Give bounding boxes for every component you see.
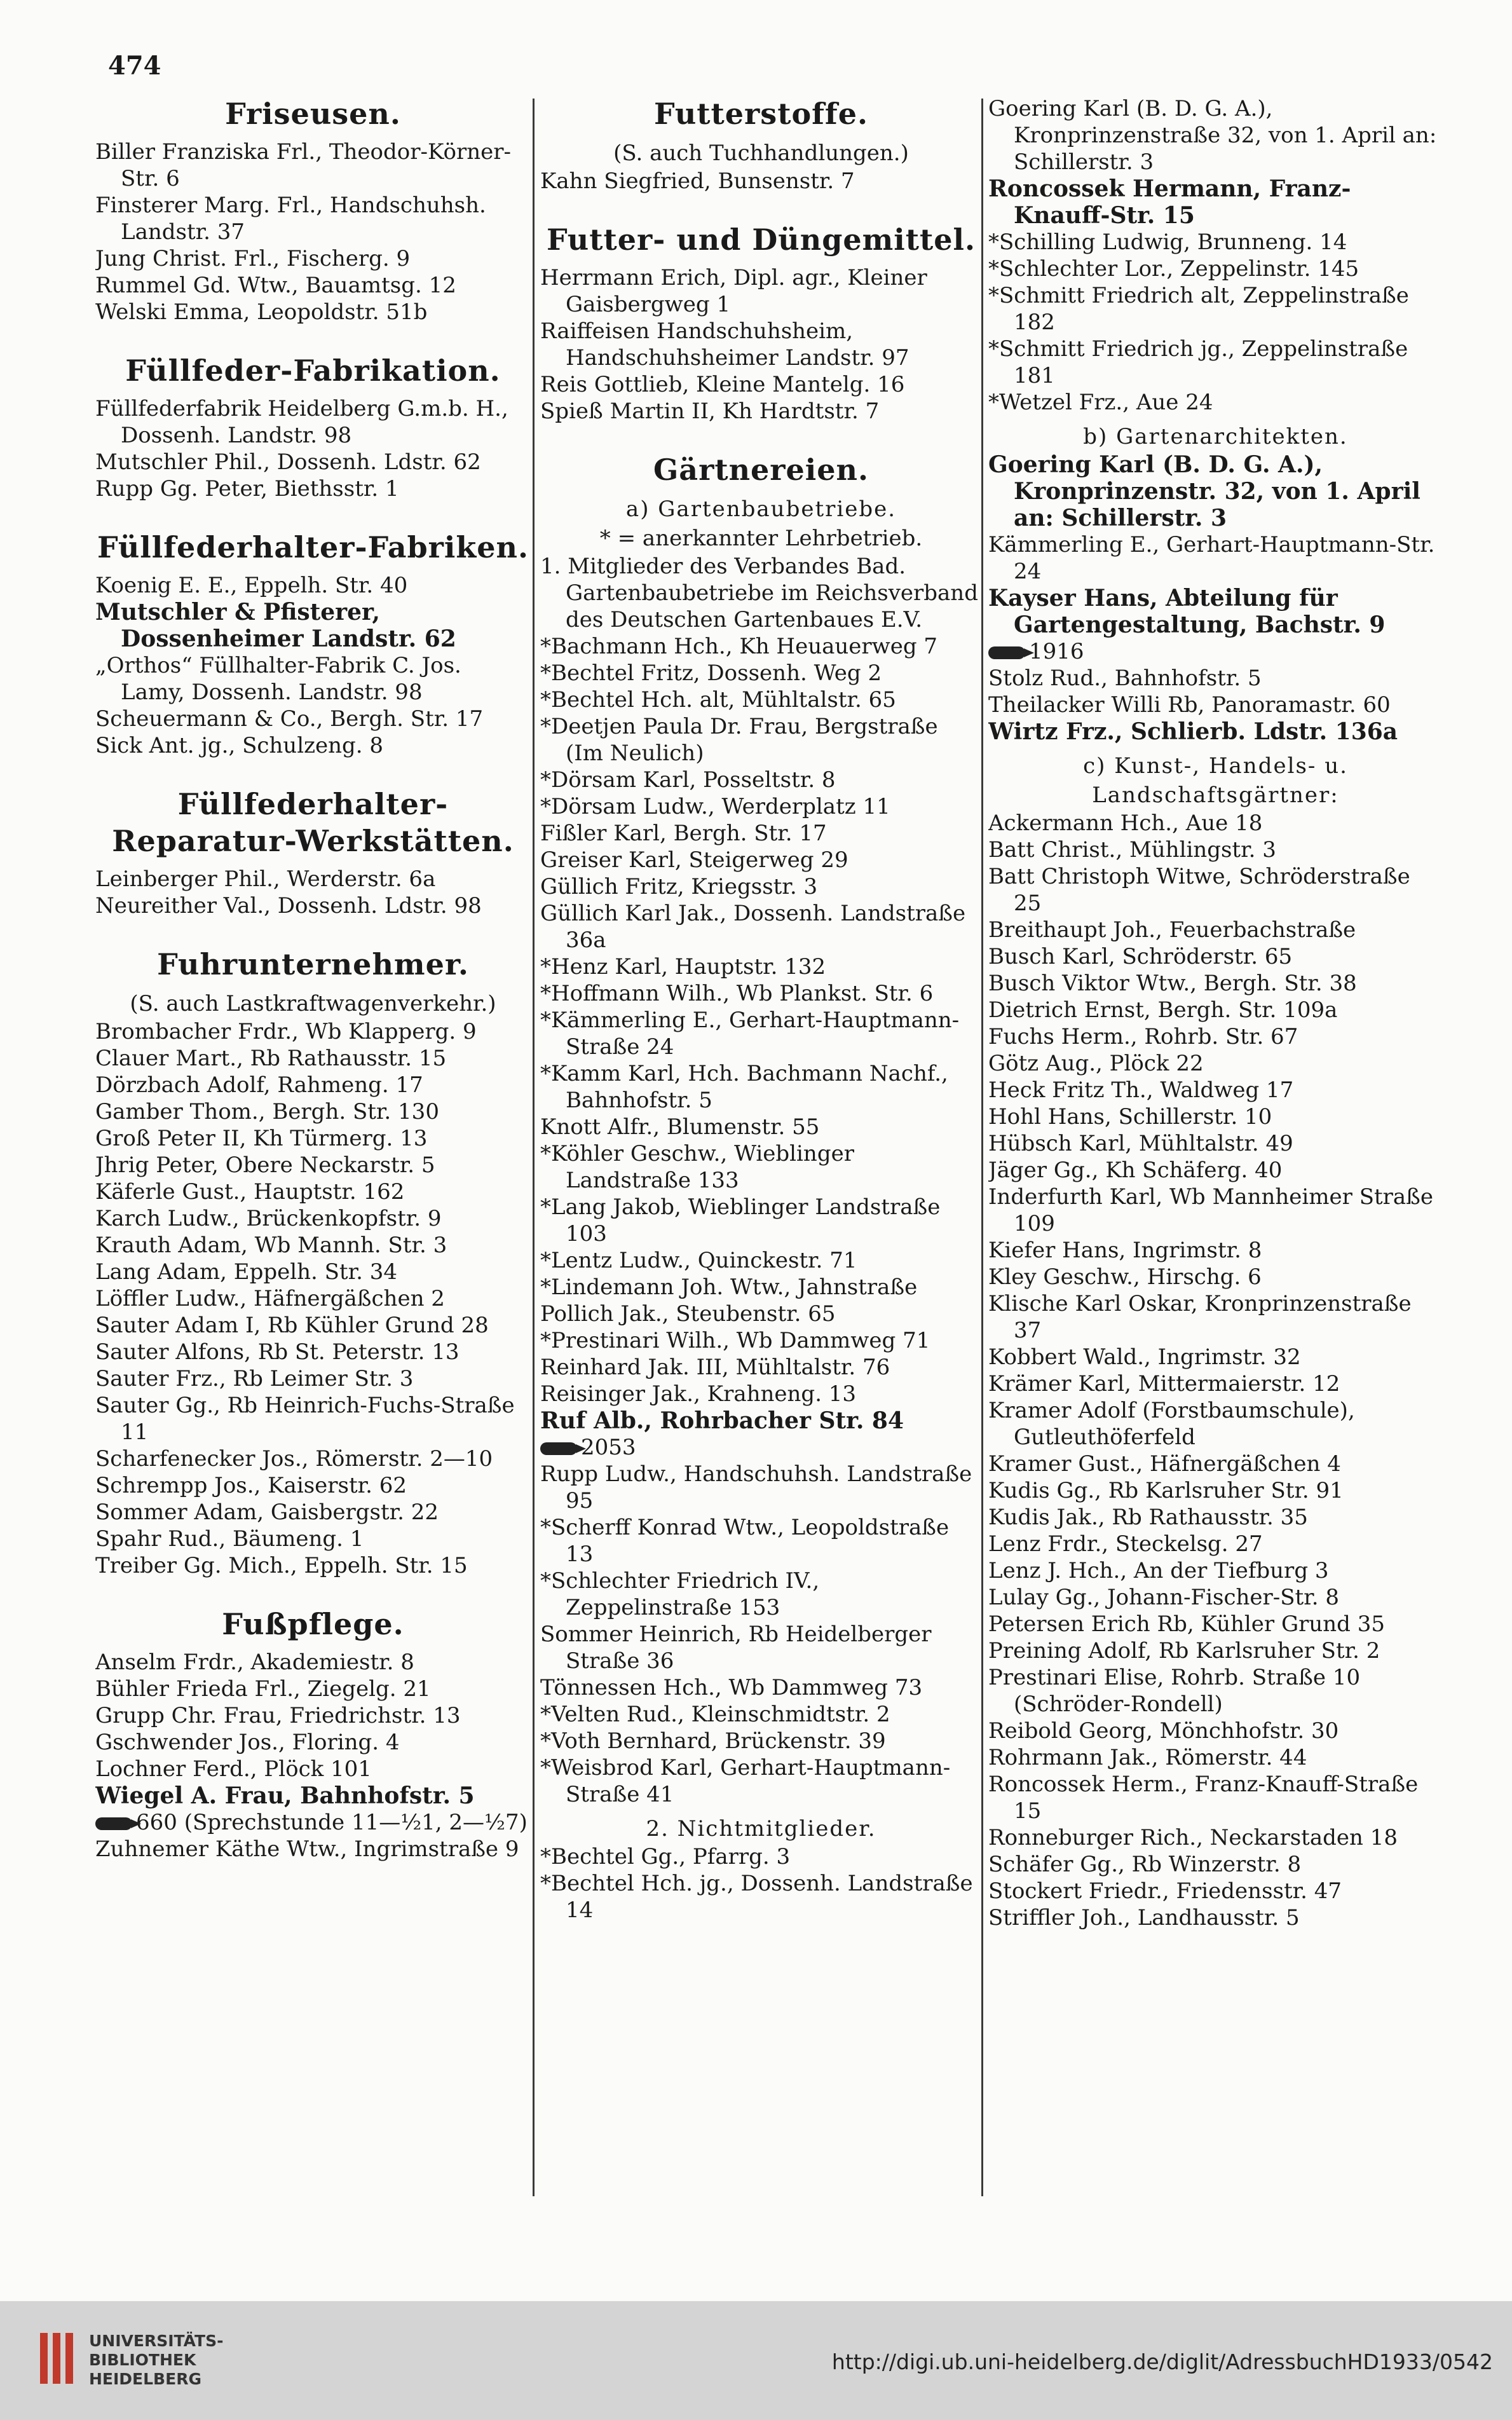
directory-section <box>95 786 531 919</box>
directory-entry: Finsterer Marg. Frl., Handschuhsh. Landstr. 37 <box>95 193 486 245</box>
directory-entry: Petersen Erich Rb, Kühler Grund 35 <box>988 1611 1386 1637</box>
directory-section <box>95 95 531 325</box>
telephone-number: 1916 <box>1029 639 1084 664</box>
directory-entry: Stolz Rud., Bahnhofstr. 5 <box>988 666 1262 691</box>
directory-entry: *Köhler Geschw., Wieblinger Landstraße 133 <box>540 1141 854 1193</box>
directory-entry: *Bechtel Hch. alt, Mühltalstr. 65 <box>540 687 896 713</box>
directory-entry: *Schlechter Lor., Zeppelinstr. 145 <box>988 256 1359 282</box>
directory-entry: Reinhard Jak. III, Mühltalstr. 76 <box>540 1355 890 1380</box>
directory-entry: Batt Christ., Mühlingstr. 3 <box>988 837 1276 863</box>
directory-entry: Gschwender Jos., Floring. 4 <box>95 1730 400 1755</box>
directory-entry: Stockert Friedr., Friedensstr. 47 <box>988 1878 1342 1904</box>
directory-entry: Welski Emma, Leopoldstr. 51b <box>95 299 428 325</box>
directory-entry: Breithaupt Joh., Feuerbachstraße <box>988 917 1356 943</box>
directory-entry: Fißler Karl, Bergh. Str. 17 <box>540 821 827 846</box>
directory-entry: Batt Christoph Witwe, Schröderstraße 25 <box>988 864 1410 916</box>
directory-entry: *Lentz Ludw., Quinckestr. 71 <box>540 1248 857 1273</box>
directory-section <box>95 946 531 1579</box>
directory-entry: *Prestinari Wilh., Wb Dammweg 71 <box>540 1328 930 1353</box>
telephone-number: 660 (Sprechstunde 11—½1, 2—½7) <box>136 1810 528 1835</box>
section-heading: Füllfederhalter-Fabriken. <box>97 530 529 564</box>
directory-entry: Koenig E. E., Eppelh. Str. 40 <box>95 573 408 598</box>
directory-section <box>95 352 531 502</box>
directory-entry: Wiegel A. Frau, Bahnhofstr. 5 <box>95 1782 475 1809</box>
directory-entry: Reibold Georg, Mönchhofstr. 30 <box>988 1718 1339 1744</box>
directory-entry: Kayser Hans, Abteilung für Gartengestaltung, Bachstr. 9 <box>988 585 1386 638</box>
source-url-link[interactable]: http://digi.ub.uni-heidelberg.de/diglit/AdressbuchHD1933/0542 <box>831 2349 1493 2374</box>
directory-entry: *Lindemann Joh. Wtw., Jahnstraße <box>540 1275 918 1300</box>
library-logo-icon <box>35 2327 79 2390</box>
directory-entry: *Scherff Konrad Wtw., Leopoldstraße 13 <box>540 1515 950 1567</box>
directory-entry: Prestinari Elise, Rohrb. Straße 10 (Schröder-Rondell) <box>988 1665 1361 1717</box>
directory-entry: Krämer Karl, Mittermaierstr. 12 <box>988 1371 1340 1397</box>
directory-entry: *Henz Karl, Hauptstr. 132 <box>540 954 826 980</box>
directory-entry: Busch Karl, Schröderstr. 65 <box>988 944 1293 969</box>
section-note: * = anerkannter Lehrbetrieb. <box>599 526 923 551</box>
directory-entry: Ackermann Hch., Aue 18 <box>988 810 1263 836</box>
directory-entry: *Kamm Karl, Hch. Bachmann Nachf., Bahnhofstr. 5 <box>540 1061 948 1113</box>
directory-entry: Sauter Gg., Rb Heinrich-Fuchs-Straße 11 <box>95 1393 515 1445</box>
directory-entry: *Hoffmann Wilh., Wb Plankst. Str. 6 <box>540 981 934 1006</box>
directory-entry: Neureither Val., Dossenh. Ldstr. 98 <box>95 893 482 919</box>
directory-section <box>988 751 1443 1931</box>
directory-entry: Busch Viktor Wtw., Bergh. Str. 38 <box>988 971 1357 996</box>
directory-entry: Sick Ant. jg., Schulzeng. 8 <box>95 733 384 758</box>
directory-entry: Götz Aug., Plöck 22 <box>988 1051 1204 1076</box>
directory-entry: *Schilling Ludwig, Brunneng. 14 <box>988 229 1347 255</box>
directory-entry: *Velten Rud., Kleinschmidtstr. 2 <box>540 1702 890 1727</box>
directory-entry: Fuchs Herm., Rohrb. Str. 67 <box>988 1024 1298 1049</box>
directory-entry: Kämmerling E., Gerhart-Hauptmann-Str. 24 <box>988 532 1435 584</box>
directory-entry: Clauer Mart., Rb Rathausstr. 15 <box>95 1046 447 1071</box>
directory-entry: Karch Ludw., Brückenkopfstr. 9 <box>95 1206 442 1231</box>
directory-entry: *Bechtel Gg., Pfarrg. 3 <box>540 1844 791 1870</box>
directory-entry: Jhrig Peter, Obere Neckarstr. 5 <box>95 1152 435 1178</box>
directory-entry: „Orthos“ Füllhalter-Fabrik C. Jos. Lamy, Dossenh. Landstr. 98 <box>95 653 461 705</box>
directory-entry: Theilacker Willi Rb, Panoramastr. 60 <box>988 692 1391 718</box>
directory-entry: Leinberger Phil., Werderstr. 6a <box>95 866 436 892</box>
directory-entry: Sauter Adam I, Rb Kühler Grund 28 <box>95 1313 489 1338</box>
directory-entry: Sommer Heinrich, Rb Heidelberger Straße 36 <box>540 1622 932 1674</box>
directory-entry: *Wetzel Frz., Aue 24 <box>988 390 1213 415</box>
directory-entry: Raiffeisen Handschuhsheim, Handschuhsheimer Landstr. 97 <box>540 318 909 371</box>
directory-entry: Kahn Siegfried, Bunsenstr. 7 <box>540 168 855 194</box>
directory-entry: Wirtz Frz., Schlierb. Ldstr. 136a <box>988 718 1398 745</box>
directory-entry: Kiefer Hans, Ingrimstr. 8 <box>988 1238 1262 1263</box>
directory-section <box>540 1814 982 1924</box>
directory-entry: Tönnessen Hch., Wb Dammweg 73 <box>540 1675 923 1700</box>
directory-entry: Ruf Alb., Rohrbacher Str. 84 <box>540 1407 904 1434</box>
directory-entry: Roncossek Hermann, Franz-Knauff-Str. 15 <box>988 175 1351 229</box>
directory-entry <box>988 638 1443 665</box>
directory-entry: Güllich Karl Jak., Dossenh. Landstraße 36a <box>540 901 966 953</box>
directory-entry: Groß Peter II, Kh Türmerg. 13 <box>95 1126 428 1151</box>
directory-entry: Löffler Ludw., Häfnergäßchen 2 <box>95 1286 445 1311</box>
directory-entry: Kudis Gg., Rb Karlsruher Str. 91 <box>988 1478 1344 1503</box>
directory-entry: Bühler Frieda Frl., Ziegelg. 21 <box>95 1676 431 1702</box>
directory-entry: Treiber Gg. Mich., Eppelh. Str. 15 <box>95 1553 468 1578</box>
directory-entry: 1. Mitglieder des Verbandes Bad. Gartenbaubetriebe im Reichsverband des Deutschen Gartenbaues E.V. <box>540 554 978 632</box>
directory-entry: Güllich Fritz, Kriegsstr. 3 <box>540 874 818 899</box>
directory-entry: Lulay Gg., Johann-Fischer-Str. 8 <box>988 1585 1339 1610</box>
directory-entry: Rupp Gg. Peter, Biethsstr. 1 <box>95 476 399 502</box>
section-heading: Friseusen. <box>225 97 401 131</box>
section-heading: Füllfeder-Fabrikation. <box>125 353 501 388</box>
directory-section <box>988 95 1443 416</box>
page-number: 474 <box>108 51 161 81</box>
directory-entry: Anselm Frdr., Akademiestr. 8 <box>95 1650 414 1675</box>
directory-entry: *Schmitt Friedrich jg., Zeppelinstraße 181 <box>988 336 1408 388</box>
directory-entry: Grupp Chr. Frau, Friedrichstr. 13 <box>95 1703 461 1728</box>
directory-entry: *Bechtel Fritz, Dossenh. Weg 2 <box>540 660 882 686</box>
directory-entry: Goering Karl (B. D. G. A.), Kronprinzenstraße 32, von 1. April an: Schillerstr. 3 <box>988 96 1437 175</box>
directory-entry: Goering Karl (B. D. G. A.), Kronprinzenstr. 32, von 1. April an: Schillerstr. 3 <box>988 451 1420 531</box>
directory-entry: Kudis Jak., Rb Rathausstr. 35 <box>988 1505 1308 1530</box>
directory-entry: *Schmitt Friedrich alt, Zeppelinstraße 182 <box>988 283 1409 335</box>
directory-section <box>540 451 982 1808</box>
directory-entry: Ronneburger Rich., Neckarstaden 18 <box>988 1825 1398 1850</box>
directory-entry: Reisinger Jak., Krahneng. 13 <box>540 1381 857 1407</box>
section-subheading: 2. Nichtmitglieder. <box>646 1816 876 1842</box>
directory-entry <box>95 1809 531 1836</box>
directory-entry: Schrempp Jos., Kaiserstr. 62 <box>95 1473 407 1498</box>
directory-entry: Spieß Martin II, Kh Hardtstr. 7 <box>540 399 880 424</box>
viewer-footer <box>0 2301 1512 2420</box>
directory-entry: Zuhnemer Käthe Wtw., Ingrimstraße 9 <box>95 1836 519 1862</box>
directory-entry: Jung Christ. Frl., Fischerg. 9 <box>95 246 411 271</box>
directory-section <box>988 422 1443 745</box>
directory-entry: Sommer Adam, Gaisbergstr. 22 <box>95 1500 439 1525</box>
section-heading: Füllfederhalter-Reparatur-Werkstätten. <box>112 787 514 858</box>
directory-entry: Schäfer Gg., Rb Winzerstr. 8 <box>988 1852 1302 1877</box>
directory-entry: Hübsch Karl, Mühltalstr. 49 <box>988 1131 1293 1156</box>
directory-entry: Dörzbach Adolf, Rahmeng. 17 <box>95 1072 423 1098</box>
directory-entry: Klische Karl Oskar, Kronprinzenstraße 37 <box>988 1291 1412 1343</box>
section-subheading: b) Gartenarchitekten. <box>1083 424 1348 449</box>
directory-entry: Kley Geschw., Hirschg. 6 <box>988 1264 1262 1290</box>
telephone-number: 2053 <box>581 1435 636 1460</box>
section-heading: Futterstoffe. <box>654 97 868 131</box>
directory-entry: Scheuermann & Co., Bergh. Str. 17 <box>95 706 484 732</box>
directory-section <box>95 529 531 759</box>
library-logo-text: UNIVERSITÄTS- BIBLIOTHEK HEIDELBERG <box>89 2332 224 2388</box>
directory-entry: Heck Fritz Th., Waldweg 17 <box>988 1077 1294 1103</box>
directory-entry: Lochner Ferd., Plöck 101 <box>95 1756 372 1782</box>
directory-entry: Sauter Frz., Rb Leimer Str. 3 <box>95 1366 414 1391</box>
directory-entry: Kramer Adolf (Forstbaumschule), Gutleuthöferfeld <box>988 1398 1355 1450</box>
directory-entry: Reis Gottlieb, Kleine Mantelg. 16 <box>540 372 905 397</box>
directory-section <box>540 95 982 195</box>
directory-entry: Striffler Joh., Landhausstr. 5 <box>988 1905 1300 1931</box>
directory-entry: Rohrmann Jak., Römerstr. 44 <box>988 1745 1307 1770</box>
directory-entry: Lenz Frdr., Steckelsg. 27 <box>988 1531 1263 1557</box>
directory-entry: Lenz J. Hch., An der Tiefburg 3 <box>988 1558 1329 1583</box>
directory-entry: Mutschler Phil., Dossenh. Ldstr. 62 <box>95 449 481 475</box>
directory-entry: *Bechtel Hch. jg., Dossenh. Landstraße 14 <box>540 1871 973 1923</box>
directory-entry: Dietrich Ernst, Bergh. Str. 109a <box>988 997 1338 1023</box>
section-subheading: a) Gartenbaubetriebe. <box>625 496 897 522</box>
directory-entry: *Weisbrod Karl, Gerhart-Hauptmann-Straße 41 <box>540 1755 951 1807</box>
directory-entry: Mutschler & Pfisterer, Dossenheimer Landstr. 62 <box>95 599 456 652</box>
directory-entry: *Deetjen Paula Dr. Frau, Bergstraße (Im Neulich) <box>540 714 938 766</box>
directory-entry: Biller Franziska Frl., Theodor-Körner-Str. 6 <box>95 139 511 191</box>
directory-entry: Jäger Gg., Kh Schäferg. 40 <box>988 1158 1283 1183</box>
directory-entry: Brombacher Frdr., Wb Klapperg. 9 <box>95 1019 477 1044</box>
directory-entry: Preining Adolf, Rb Karlsruher Str. 2 <box>988 1638 1380 1664</box>
directory-entry: Knott Alfr., Blumenstr. 55 <box>540 1114 820 1140</box>
telephone-icon <box>95 1817 132 1830</box>
telephone-icon <box>988 646 1025 659</box>
section-heading: Fußpflege. <box>222 1607 404 1641</box>
column-rule <box>533 99 535 2196</box>
directory-entry: *Schlechter Friedrich IV., Zeppelinstraße 153 <box>540 1568 820 1620</box>
telephone-icon <box>540 1442 577 1455</box>
directory-entry: *Dörsam Karl, Posseltstr. 8 <box>540 767 836 793</box>
directory-section <box>95 1606 531 1863</box>
directory-entry: *Kämmerling E., Gerhart-Hauptmann-Straße 24 <box>540 1008 960 1060</box>
directory-entry: *Voth Bernhard, Brückenstr. 39 <box>540 1728 886 1754</box>
column-3 <box>988 95 1443 2218</box>
section-note: (S. auch Tuchhandlungen.) <box>613 140 909 166</box>
directory-entry: Rupp Ludw., Handschuhsh. Landstraße 95 <box>540 1461 972 1514</box>
directory-entry: Hohl Hans, Schillerstr. 10 <box>988 1104 1272 1130</box>
directory-entry: Roncossek Herm., Franz-Knauff-Straße 15 <box>988 1772 1419 1824</box>
directory-entry: *Bachmann Hch., Kh Heuauerweg 7 <box>540 634 938 659</box>
directory-entry: Gamber Thom., Bergh. Str. 130 <box>95 1099 439 1125</box>
directory-entry: Füllfederfabrik Heidelberg G.m.b. H., Dossenh. Landstr. 98 <box>95 396 508 448</box>
directory-entry: Inderfurth Karl, Wb Mannheimer Straße 109 <box>988 1184 1434 1236</box>
column-2 <box>540 95 982 2218</box>
directory-entry <box>540 1434 982 1461</box>
directory-entry: *Dörsam Ludw., Werderplatz 11 <box>540 794 890 819</box>
directory-entry: Kramer Gust., Häfnergäßchen 4 <box>988 1451 1341 1477</box>
directory-entry: Sauter Alfons, Rb St. Peterstr. 13 <box>95 1339 460 1365</box>
section-subheading: c) Kunst-, Handels- u. Landschaftsgärtner: <box>1083 753 1348 808</box>
directory-entry: Lang Adam, Eppelh. Str. 34 <box>95 1259 397 1285</box>
directory-entry: Pollich Jak., Steubenstr. 65 <box>540 1301 836 1327</box>
section-heading: Futter- und Düngemittel. <box>546 222 976 257</box>
column-1 <box>95 95 531 2218</box>
directory-entry: Greiser Karl, Steigerweg 29 <box>540 847 848 873</box>
directory-entry: Spahr Rud., Bäumeng. 1 <box>95 1526 364 1552</box>
section-note: (S. auch Lastkraftwagenverkehr.) <box>130 991 496 1016</box>
directory-entry: Rummel Gd. Wtw., Bauamtsg. 12 <box>95 273 456 298</box>
section-heading: Fuhrunternehmer. <box>157 947 469 981</box>
directory-entry: Kobbert Wald., Ingrimstr. 32 <box>988 1344 1301 1370</box>
directory-entry: Käferle Gust., Hauptstr. 162 <box>95 1179 405 1205</box>
directory-entry: *Lang Jakob, Wieblinger Landstraße 103 <box>540 1194 941 1247</box>
directory-entry: Herrmann Erich, Dipl. agr., Kleiner Gaisbergweg 1 <box>540 265 927 317</box>
directory-section <box>540 221 982 425</box>
directory-entry: Krauth Adam, Wb Mannh. Str. 3 <box>95 1233 447 1258</box>
section-heading: Gärtnereien. <box>653 453 869 487</box>
directory-entry: Scharfenecker Jos., Römerstr. 2—10 <box>95 1446 493 1472</box>
